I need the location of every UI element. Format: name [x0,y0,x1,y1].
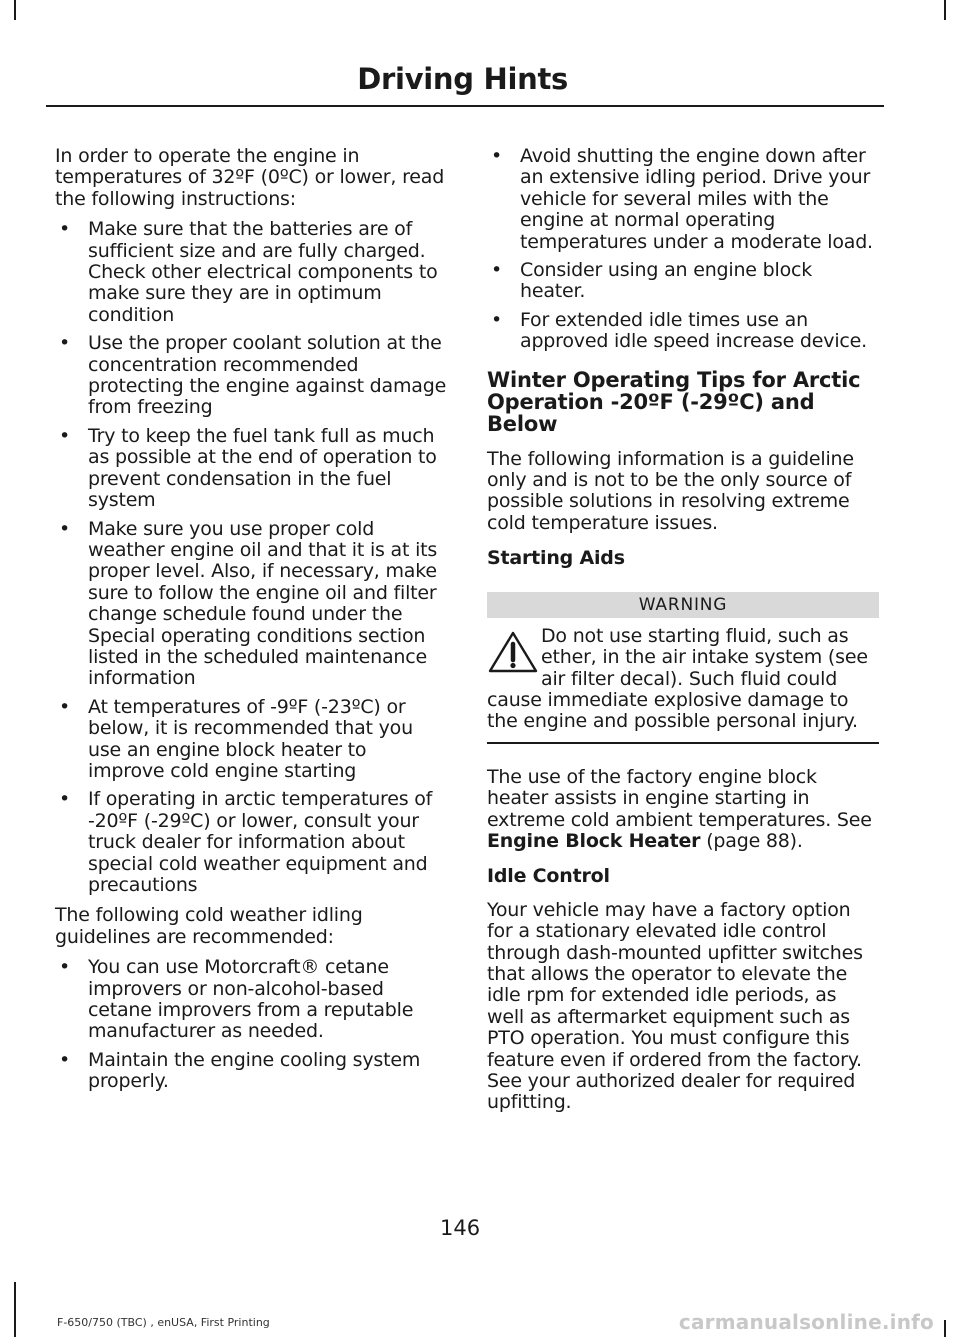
list-item-text: Make sure that the batteries are of sufficient size and are fully charged. Check other electrical components to make sure they are in optimum condition [88,218,438,326]
block-heater-text: The use of the factory engine block heater assists in engine starting in extreme cold ambient temperatures. See [487,765,872,831]
left-column [55,146,447,1102]
list-item-text: Avoid shutting the engine down after an extensive idling period. Drive your vehicle for several miles with the engine at normal operating temperatures under a moderate load. [520,145,873,253]
page-title: Driving Hints [357,62,568,96]
list-item [55,426,447,512]
list-item [487,260,879,303]
engine-block-heater-link[interactable]: Engine Block Heater [487,829,701,852]
list-item [55,957,447,1043]
warning-text: Do not use starting fluid, such as ether, in the air intake system (see air filter decal). Such fluid could cause immediate explosive damage to the engine and possible personal injury. [487,624,868,733]
bullet-glyph: • [59,517,71,540]
idle-control-paragraph: Your vehicle may have a factory option for a stationary elevated idle control through dash-mounted upfitter switches that allows the operator to elevate the idle rpm for extended idle periods, as well as aftermarket equipment such as PTO operation. You must configure this feature even if ordered from the factory. See your authorized dealer for required upfitting. [487,898,863,1114]
list-item-text: You can use Motorcraft® cetane improvers or non-alcohol-based cetane improvers from a reputable manufacturer as needed. [88,956,414,1043]
crop-mark-top-right [944,0,946,20]
warning-box [487,592,879,744]
block-heater-paragraph [487,767,879,853]
list-item-text: For extended idle times use an approved idle speed increase device. [520,308,867,353]
warning-body [487,618,879,744]
bullet-glyph: • [491,259,503,282]
edition-footer: F-650/750 (TBC) , enUSA, First Printing [57,1316,270,1329]
list-item-text: If operating in arctic temperatures of -20ºF (-29ºC) or lower, consult your truck dealer for information about special cold weather equipment and precautions [88,788,433,896]
subheading-starting-aids: Starting Aids [487,547,625,570]
warning-triangle-icon [487,630,539,674]
idling-intro-paragraph: The following cold weather idling guidelines are recommended: [55,904,363,948]
list-item-text: Consider using an engine block heater. [520,259,813,303]
section-heading-arctic-operation: Winter Operating Tips for Arctic Operation -20ºF (-29ºC) and Below [487,367,861,436]
list-item [487,146,879,253]
bullet-glyph: • [491,145,503,167]
right-column [487,146,879,1123]
list-item-text: Use the proper coolant solution at the concentration recommended protecting the engine against damage from freezing [88,332,447,419]
idling-guidelines-list [55,957,447,1092]
bullet-glyph: • [59,332,71,355]
watermark: carmanualsonline.info [678,1310,934,1334]
instructions-list [55,219,447,896]
crop-mark-bottom-left [14,1282,16,1337]
list-item [55,519,447,690]
section-intro-paragraph: The following information is a guideline only and is not to be the only source of possible solutions in resolving extreme cold temperature issues. [487,447,854,534]
list-item [487,310,879,353]
bullet-glyph: • [59,695,71,718]
list-item-text: At temperatures of -9ºF (-23ºC) or below, it is recommended that you use an engine block heater to improve cold engine starting [88,695,413,782]
page-number: 146 [440,1216,481,1240]
idling-guidelines-list-continued [487,146,879,353]
header-divider [46,105,884,107]
list-item-text: Make sure you use proper cold weather engine oil and that it is at its proper level. Also, if necessary, make sure to follow the engine oil and filter change schedule found under the Special operating conditions section listed in the scheduled maintenance information [88,517,438,690]
list-item [55,219,447,326]
bullet-glyph: • [59,788,71,811]
bullet-glyph: • [491,308,503,331]
list-item [55,333,447,419]
warning-label: WARNING [487,592,879,618]
crop-mark-bottom-right [944,1320,946,1337]
bullet-glyph: • [59,956,71,979]
list-item-text: Try to keep the fuel tank full as much as possible at the end of operation to prevent condensation in the fuel system [88,424,437,512]
list-item [55,1050,447,1093]
list-item-text: Maintain the engine cooling system properly. [88,1048,421,1093]
intro-paragraph: In order to operate the engine in temperatures of 32ºF (0ºC) or lower, read the following instructions: [55,145,445,210]
subheading-idle-control: Idle Control [487,865,610,888]
page-reference: (page 88). [700,829,803,852]
crop-mark-top-left [14,0,16,20]
bullet-glyph: • [59,1048,71,1071]
bullet-glyph: • [59,424,71,447]
list-item [55,697,447,783]
bullet-glyph: • [59,218,71,241]
list-item [55,789,447,896]
